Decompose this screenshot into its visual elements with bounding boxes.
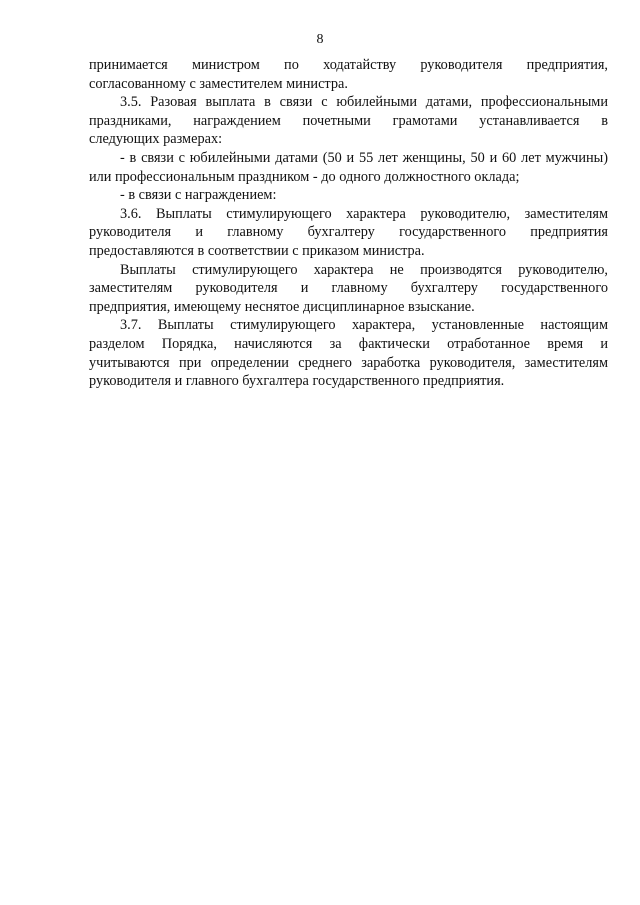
text-line: согласованному с заместителем министра.	[89, 75, 348, 92]
text-line: 3.6. Выплаты стимулирующего характера руководителю, заместителям	[120, 205, 608, 222]
paragraph-3-7	[89, 316, 608, 390]
text-line: следующих размерах:	[89, 131, 223, 148]
text-line: предприятия, имеющему неснятое дисциплинарное взыскание.	[89, 298, 475, 315]
list-item-award	[89, 186, 608, 205]
text-line: учитываются при определении среднего заработка руководителя, заместителям	[89, 354, 608, 371]
text-line: разделом Порядка, начисляются за фактически отработанное время и	[89, 335, 608, 352]
list-item-jubilee	[89, 149, 608, 186]
paragraph-3-6	[89, 205, 608, 261]
text-line: заместителям руководителя и главному бухгалтеру государственного	[89, 280, 608, 297]
text-line: - в связи с юбилейными датами (50 и 55 лет женщины, 50 и 60 лет мужчины)	[120, 149, 608, 166]
text-line: или профессиональным праздником - до одного должностного оклада;	[89, 168, 520, 185]
paragraph-3-5	[89, 93, 608, 149]
text-line: - в связи с награждением:	[120, 187, 277, 204]
page-number: 8	[316, 32, 324, 47]
text-line: Выплаты стимулирующего характера не производятся руководителю,	[120, 261, 608, 278]
text-line: руководителя и главного бухгалтера государственного предприятия.	[89, 373, 505, 390]
text-line: 3.7. Выплаты стимулирующего характера, установленные настоящим	[120, 317, 608, 334]
document-body	[89, 56, 608, 391]
text-line: руководителя и главному бухгалтеру государственного предприятия	[89, 224, 608, 241]
paragraph-disciplinary	[89, 261, 608, 317]
paragraph-continuation	[89, 56, 608, 93]
text-line: принимается министром по ходатайству руководителя предприятия,	[89, 57, 608, 73]
text-line: праздниками, награждением почетными грамотами устанавливается в	[89, 112, 608, 129]
text-line: 3.5. Разовая выплата в связи с юбилейными датами, профессиональными	[120, 94, 608, 111]
text-line: предоставляются в соответствии с приказом министра.	[89, 242, 425, 259]
